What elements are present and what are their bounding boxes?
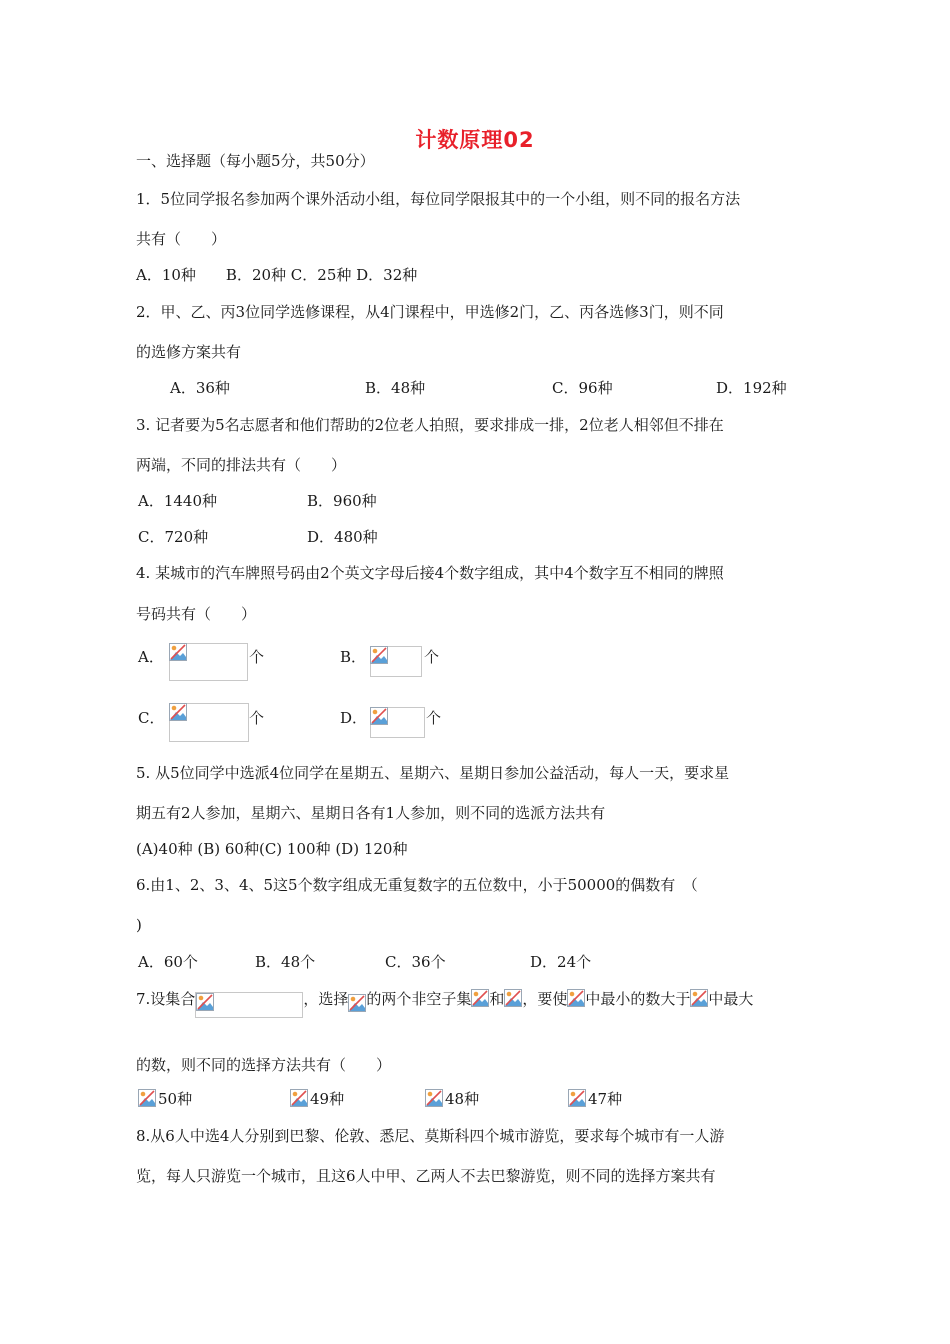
question-3-option-d: D．480种: [307, 528, 378, 546]
broken-image-icon: [567, 989, 585, 1007]
broken-image-icon: [348, 994, 366, 1012]
question-1-options: A．10种 B．20种 C．25种 D．32种: [136, 266, 418, 284]
question-2-text: 2．甲、乙、丙3位同学选修课程，从4门课程中，甲选修2门，乙、丙各选修3门，则不同: [136, 303, 724, 321]
question-5-text: 5. 从5位同学中选派4位同学在星期五、星期六、星期日参加公益活动，每人一天，要求星: [136, 764, 730, 782]
page-title: 计数原理02: [415, 128, 535, 152]
question-1-text-cont: 共有（ ）: [136, 230, 227, 248]
question-4-option-d-unit: 个: [426, 709, 442, 727]
question-4-option-a-label: A．: [138, 648, 164, 666]
question-3-text-cont: 两端，不同的排法共有（ ）: [136, 456, 347, 474]
question-7-part-4: 和: [489, 990, 505, 1008]
question-4-option-b-label: B．: [340, 648, 367, 666]
question-3-option-b: B．960种: [307, 492, 377, 510]
question-5-text-cont: 期五有2人参加，星期六、星期日各有1人参加，则不同的选派方法共有: [136, 804, 606, 822]
question-8-text: 8.从6人中选4人分别到巴黎、伦敦、悉尼、莫斯科四个城市游览，要求每个城市有一人游: [136, 1127, 725, 1145]
formula-image-placeholder: [195, 992, 303, 1018]
question-4-option-c-label: C．: [138, 709, 165, 727]
broken-image-icon: [370, 707, 388, 725]
question-7-part-5: ，要使: [522, 990, 568, 1008]
broken-image-icon: [504, 989, 522, 1007]
question-6-text: 6.由1、2、3、4、5这5个数字组成无重复数字的五位数中，小于50000的偶数有 （: [136, 876, 698, 894]
question-4-option-d-label: D．: [340, 709, 368, 727]
question-3-option-c: C．720种: [138, 528, 209, 546]
question-7-option-b: 49种: [310, 1090, 345, 1108]
broken-image-icon: [138, 1089, 156, 1107]
question-6-option-b: B．48个: [255, 953, 316, 971]
question-4-text: 4. 某城市的汽车牌照号码由2个英文字母后接4个数字组成，其中4个数字互不相同的牌照: [136, 564, 724, 582]
question-7-option-d: 47种: [588, 1090, 623, 1108]
question-6-option-d: D．24个: [530, 953, 592, 971]
question-6-option-a: A．60个: [138, 953, 198, 971]
question-7-option-c: 48种: [445, 1090, 480, 1108]
broken-image-icon: [425, 1089, 443, 1107]
broken-image-icon: [471, 989, 489, 1007]
question-6-option-c: C．36个: [385, 953, 446, 971]
broken-image-icon: [169, 703, 187, 721]
question-6-text-cont: ): [136, 916, 142, 934]
section-heading: 一、选择题（每小题5分，共50分）: [136, 152, 375, 170]
question-7-text-cont: 的数，则不同的选择方法共有（ ）: [136, 1056, 392, 1074]
broken-image-icon: [196, 993, 214, 1011]
question-3-text: 3. 记者要为5名志愿者和他们帮助的2位老人拍照，要求排成一排，2位老人相邻但不排在: [136, 416, 724, 434]
question-2-option-a: A．36种: [170, 379, 230, 397]
question-7-part-1: 7.设集合: [136, 990, 196, 1008]
question-7-part-2: ，选择: [303, 990, 349, 1008]
question-1-text: 1．5位同学报名参加两个课外活动小组，每位同学限报其中的一个小组，则不同的报名方法: [136, 190, 741, 208]
broken-image-icon: [568, 1089, 586, 1107]
broken-image-icon: [370, 646, 388, 664]
broken-image-icon: [290, 1089, 308, 1107]
question-2-text-cont: 的选修方案共有: [136, 343, 242, 361]
question-7-text: [136, 989, 753, 1018]
question-7-part-6: 中最小的数大于: [585, 990, 691, 1008]
question-4-text-cont: 号码共有（ ）: [136, 605, 257, 623]
question-4-option-a-unit: 个: [249, 648, 265, 666]
question-2-option-b: B．48种: [365, 379, 426, 397]
broken-image-icon: [169, 643, 187, 661]
question-2-option-c: C．96种: [552, 379, 613, 397]
question-5-options: (A)40种 (B) 60种(C) 100种 (D) 120种: [136, 840, 408, 858]
question-2-option-d: D．192种: [716, 379, 787, 397]
question-7-part-7: 中最大: [708, 990, 754, 1008]
broken-image-icon: [690, 989, 708, 1007]
question-7-part-3: 的两个非空子集: [366, 990, 472, 1008]
question-4-option-c-unit: 个: [249, 709, 265, 727]
question-7-option-a: 50种: [158, 1090, 193, 1108]
question-4-option-b-unit: 个: [424, 648, 440, 666]
question-8-text-cont: 览，每人只游览一个城市，且这6人中甲、乙两人不去巴黎游览，则不同的选择方案共有: [136, 1167, 716, 1185]
question-3-option-a: A．1440种: [138, 492, 218, 510]
